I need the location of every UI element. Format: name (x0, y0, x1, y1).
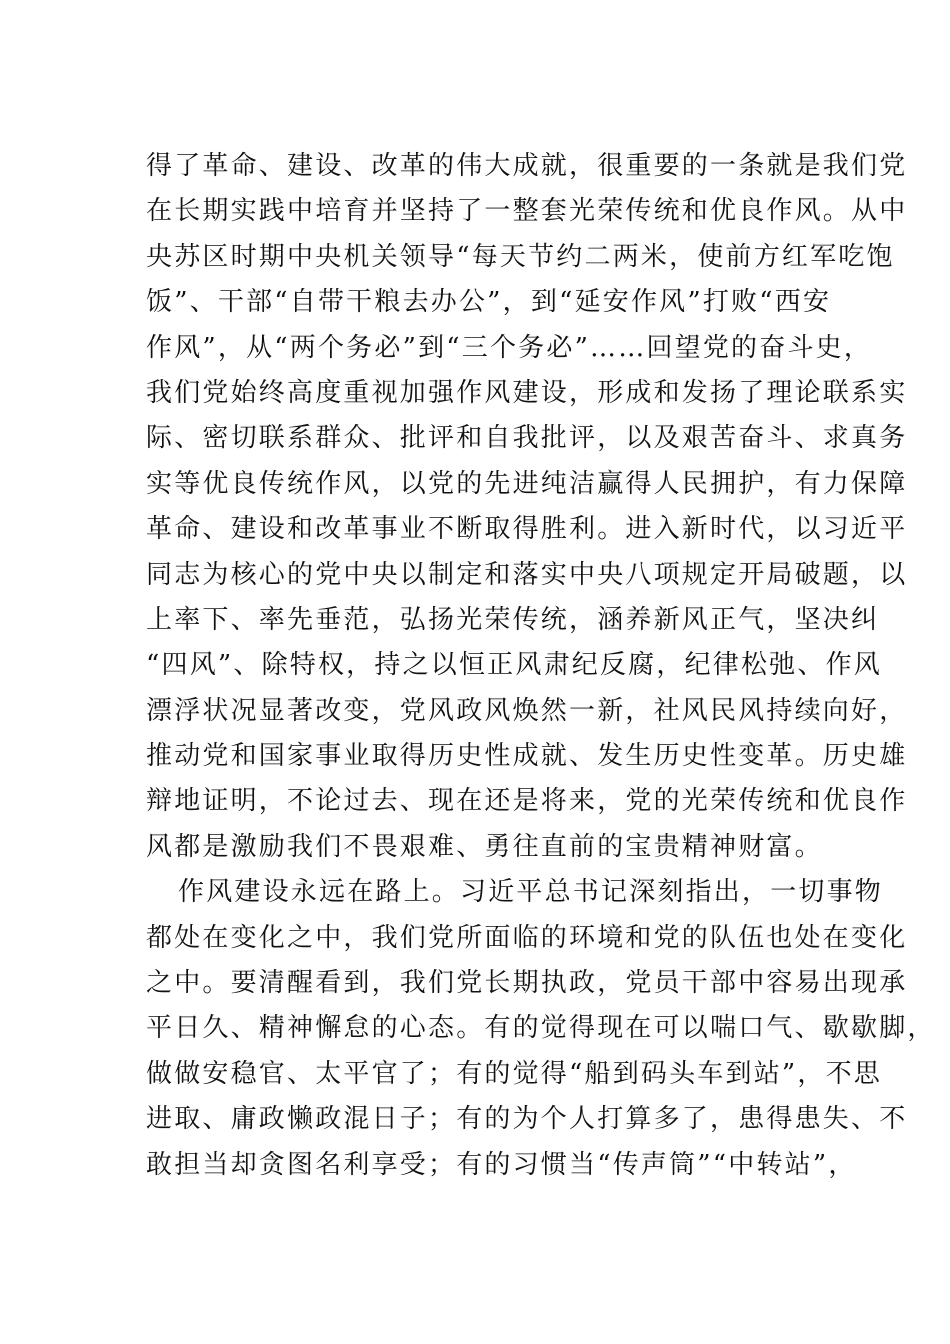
text-line: 作风建设永远在路上。习近平总书记深刻指出，一切事物 (178, 877, 884, 908)
text-line: 同志为核心的党中央以制定和落实中央八项规定开局破题，以 (146, 559, 908, 590)
text-line: 实等优良传统作风，以党的先进纯洁赢得人民拥护，有力保障 (146, 468, 908, 499)
text-line: 我们党始终高度重视加强作风建设，形成和发扬了理论联系实 (146, 377, 908, 408)
text-line: 作风”，从“两个务必”到“三个务必”……回望党的奋斗史， (146, 332, 873, 363)
text-line: 风都是激励我们不畏艰难、勇往直前的宝贵精神财富。 (146, 831, 823, 862)
paragraph-1 (146, 144, 908, 870)
text-line: 央苏区时期中央机关领导“每天节约二两米，使前方红军吃饱 (146, 241, 895, 272)
text-line: 革命、建设和改革事业不断取得胜利。进入新时代，以习近平 (146, 514, 908, 545)
text-line: 都处在变化之中，我们党所面临的环境和党的队伍也处在变化 (146, 922, 908, 953)
text-line: 饭”、干部“自带干粮去办公”，到“延安作风”打败“西安 (146, 287, 832, 318)
text-line: 推动党和国家事业取得历史性成就、发生历史性变革。历史雄 (146, 741, 908, 772)
text-line: 敢担当却贪图名利享受；有的习惯当“传声筒”“中转站”， (146, 1149, 857, 1180)
text-line: “四风”、除特权，持之以恒正风肃纪反腐，纪律松弛、作风 (146, 650, 882, 681)
text-line: 在长期实践中培育并坚持了一整套光荣传统和优良作风。从中 (146, 196, 908, 227)
text-line: 上率下、率先垂范，弘扬光荣传统，涵养新风正气，坚决纠 (146, 604, 880, 635)
text-line: 做做安稳官、太平官了；有的觉得“船到码头车到站”，不思 (146, 1058, 882, 1089)
body-text (146, 144, 936, 1188)
text-line: 平日久、精神懈怠的心态。有的觉得现在可以喘口气、歇歇脚， (146, 1013, 936, 1044)
text-line: 漂浮状况显著改变，党风政风焕然一新，社风民风持续向好， (146, 695, 908, 726)
text-line: 际、密切联系群众、批评和自我批评，以及艰苦奋斗、求真务 (146, 423, 908, 454)
paragraph-2 (146, 870, 936, 1188)
text-line: 之中。要清醒看到，我们党长期执政，党员干部中容易出现承 (146, 968, 908, 999)
text-line: 得了革命、建设、改革的伟大成就，很重要的一条就是我们党 (146, 151, 908, 181)
text-line: 辩地证明，不论过去、现在还是将来，党的光荣传统和优良作 (146, 786, 908, 817)
text-line: 进取、庸政懒政混日子；有的为个人打算多了，患得患失、不 (146, 1104, 908, 1135)
